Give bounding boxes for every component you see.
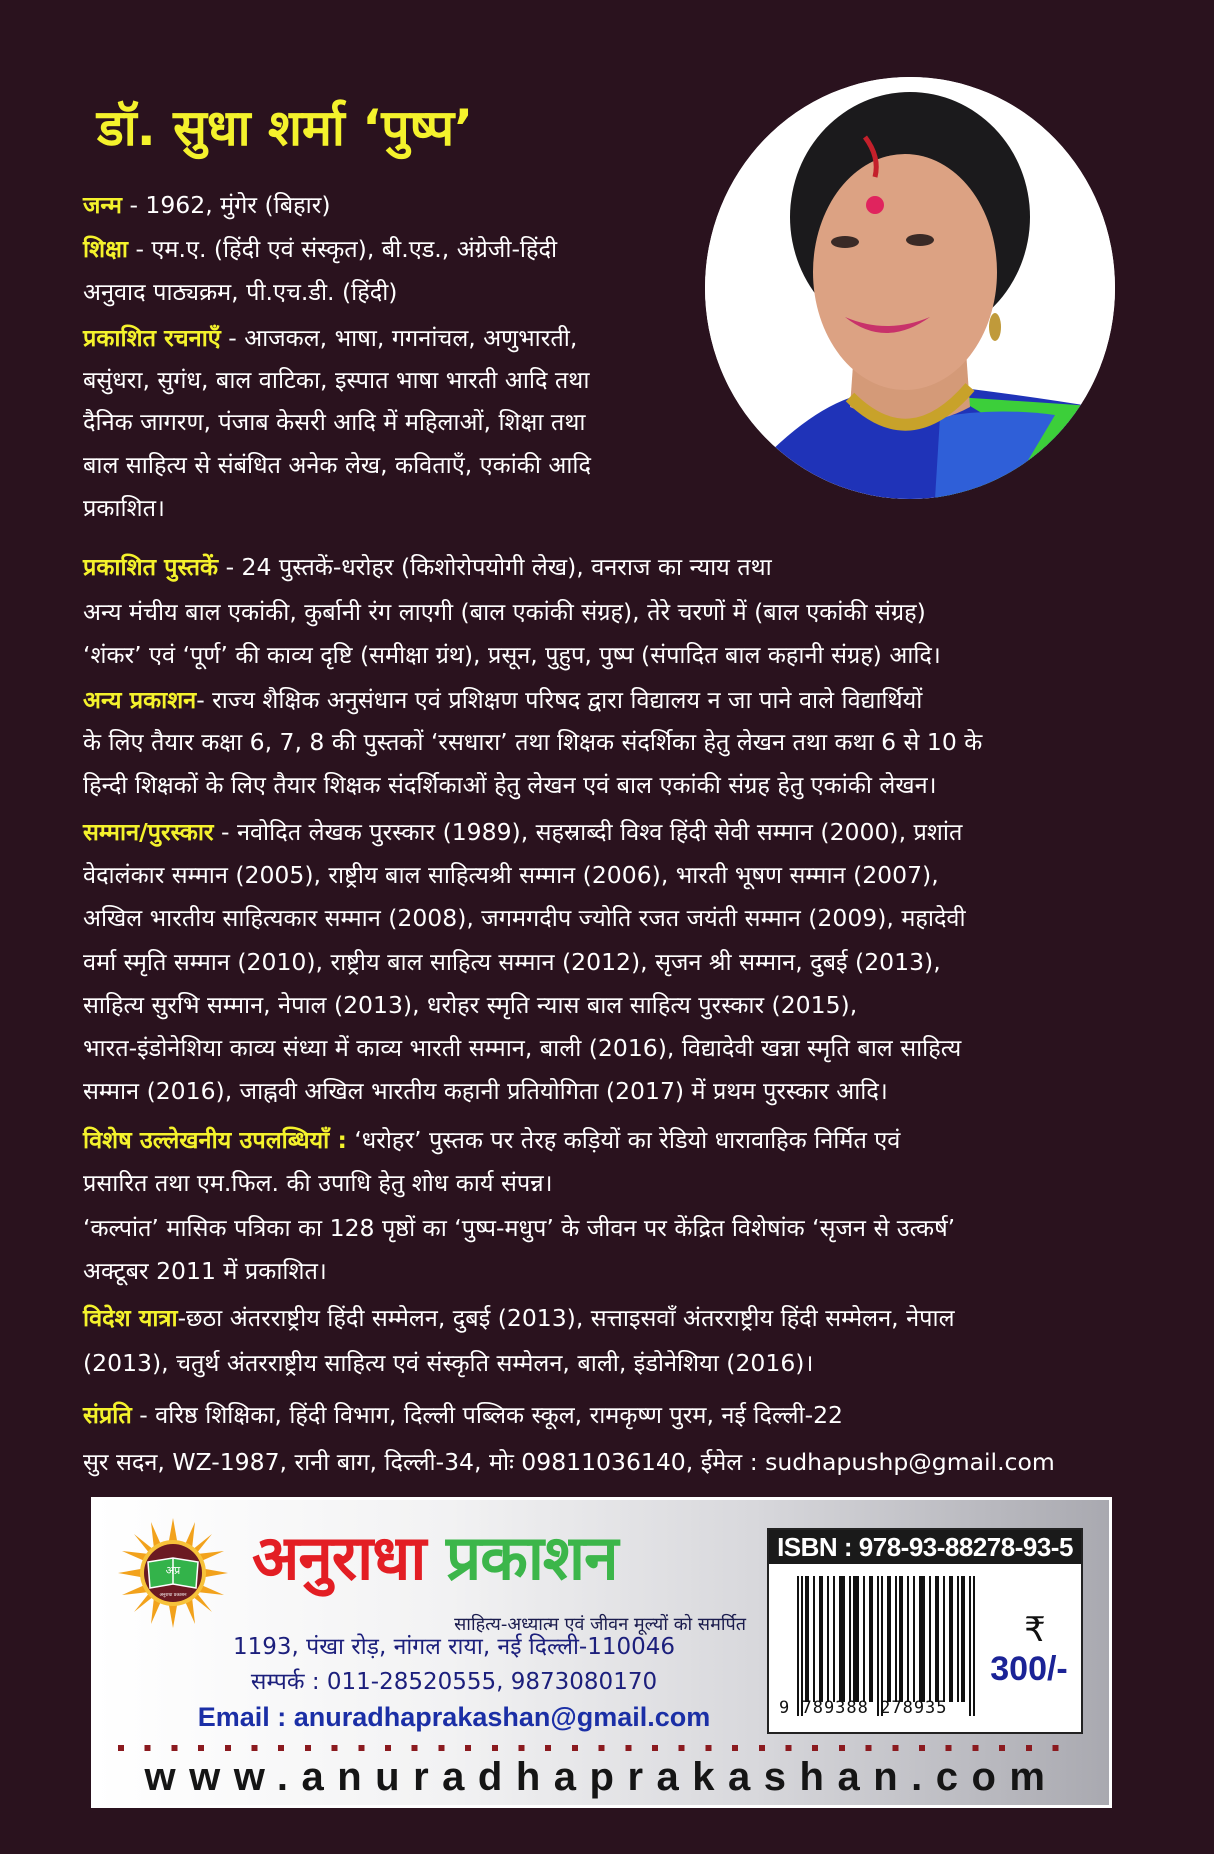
barcode-icon — [791, 1576, 981, 1716]
bio-line — [83, 1070, 888, 1112]
author-name-title: डॉ. सुधा शर्मा ‘पुष्प’ — [97, 99, 474, 157]
bio-text: अनुवाद पाठ्यक्रम, पी.एच.डी. (हिंदी) — [83, 278, 398, 306]
bio-line — [83, 984, 857, 1026]
bio-line-other-publications — [83, 679, 922, 721]
publisher-name-part2: प्रकाशन — [445, 1521, 618, 1594]
bio-line — [83, 634, 941, 676]
bio-text: - वरिष्ठ शिक्षिका, हिंदी विभाग, दिल्ली पब्लिक स्कूल, रामकृष्ण पुरम, नई दिल्ली-22 — [131, 1401, 844, 1429]
isbn-box — [767, 1528, 1083, 1734]
publisher-panel — [91, 1497, 1112, 1808]
bio-line — [83, 1250, 327, 1292]
bio-line-education — [83, 228, 557, 270]
bio-label: प्रकाशित पुस्तकें — [83, 553, 219, 581]
bio-line-published-books — [83, 546, 772, 588]
bio-label: सम्मान/पुरस्कार — [83, 818, 214, 846]
bio-text: ‘शंकर’ एवं ‘पूर्ण’ की काव्य दृष्टि (समीक्षा ग्रंथ), प्रसून, पुहुप, पुष्प (संपादित बाल कहानी संग्रह) आदि। — [83, 641, 941, 669]
isbn-label: ISBN : 978-93-88278-93-5 — [769, 1530, 1081, 1564]
bio-label: अन्य प्रकाशन — [83, 686, 197, 714]
bio-line — [83, 487, 165, 529]
bio-text: वेदालंकार सम्मान (2005), राष्ट्रीय बाल साहित्यश्री सम्मान (2006), भारती भूषण सम्मान (2007), — [83, 861, 939, 889]
rupee-icon: ₹ — [1024, 1610, 1046, 1650]
bio-text: - आजकल, भाषा, गगनांचल, अणुभारती, — [220, 324, 578, 352]
bio-text: वर्मा स्मृति सम्मान (2010), राष्ट्रीय बाल साहित्य सम्मान (2012), सृजन श्री सम्मान, दुबई (2013), — [83, 948, 941, 976]
barcode-digits: 9 789388 278935 — [779, 1698, 948, 1718]
bio-label: जन्म — [83, 191, 122, 219]
bio-text: सम्मान (2016), जाह्नवी अखिल भारतीय कहानी प्रतियोगिता (2017) में प्रथम पुरस्कार आदि। — [83, 1077, 888, 1105]
bio-text: हिन्दी शिक्षकों के लिए तैयार शिक्षक संदर्शिकाओं हेतु लेखन एवं बाल एकांकी संग्रह हेतु एकांकी लेखन। — [83, 771, 937, 799]
bio-text: सुर सदन, WZ-1987, रानी बाग, दिल्ली-34, मोः 09811036140, ईमेल : sudhapushp@gmail.com — [83, 1448, 1055, 1476]
publisher-email-link[interactable]: Email : anuradhaprakashan@gmail.com — [197, 1702, 711, 1732]
bio-line — [83, 1342, 813, 1384]
bio-text: बाल साहित्य से संबंधित अनेक लेख, कविताएँ, एकांकी आदि — [83, 451, 591, 479]
bio-text: ‘कल्पांत’ मासिक पत्रिका का 128 पृष्ठों का ‘पुष्प-मधुप’ के जीवन पर केंद्रित विशेषांक ‘सृजन से उत्कर्ष’ — [83, 1214, 956, 1242]
bio-line — [83, 444, 591, 486]
dotted-divider — [118, 1745, 1079, 1751]
bio-text: दैनिक जागरण, पंजाब केसरी आदि में महिलाओं, शिक्षा तथा — [83, 408, 586, 436]
bio-text: प्रकाशित। — [83, 494, 165, 522]
publisher-logo-sun-icon — [118, 1518, 228, 1628]
bio-text: साहित्य सुरभि सम्मान, नेपाल (2013), धरोहर स्मृति न्यास बाल साहित्य पुरस्कार (2015), — [83, 991, 858, 1019]
bio-text: अखिल भारतीय साहित्यकार सम्मान (2008), जगमगदीप ज्योति रजत जयंती सम्मान (2009), महादेवी — [83, 904, 966, 932]
publisher-address: 1193, पंखा रोड़, नांगल राया, नई दिल्ली-110046 — [232, 1634, 675, 1660]
bio-text: - 1962, मुंगेर (बिहार) — [121, 191, 331, 219]
bio-text: के लिए तैयार कक्षा 6, 7, 8 की पुस्तकों ‘रसधारा’ तथा शिक्षक संदर्शिका हेतु लेखन तथा कथा 6 से 10 के — [83, 728, 983, 756]
bio-line — [83, 897, 966, 939]
publisher-name — [252, 1518, 618, 1598]
bio-line-contact — [83, 1441, 1055, 1483]
bio-line — [83, 854, 939, 896]
bio-line-foreign-travel — [83, 1297, 955, 1339]
bio-text: अन्य मंचीय बाल एकांकी, कुर्बानी रंग लाएगी (बाल एकांकी संग्रह), तेरे चरणों में (बाल एकांकी संग्रह) — [83, 598, 926, 626]
bio-text: प्रसारित तथा एम.फिल. की उपाधि हेतु शोध कार्य संपन्न। — [83, 1169, 553, 1197]
bio-label: विदेश यात्रा — [83, 1304, 178, 1332]
bio-text: (2013), चतुर्थ अंतरराष्ट्रीय साहित्य एवं संस्कृति सम्मेलन, बाली, इंडोनेशिया (2016)। — [83, 1349, 814, 1377]
logo-caption: अनुराधा प्रकाशन — [159, 1593, 187, 1598]
bio-line — [83, 359, 589, 401]
bio-line-awards — [83, 811, 962, 853]
bio-text: बसुंधरा, सुगंध, बाल वाटिका, इस्पात भाषा भारती आदि तथा — [83, 366, 590, 394]
bio-text: - राज्य शैक्षिक अनुसंधान एवं प्रशिक्षण परिषद द्वारा विद्यालय न जा पाने वाले विद्यार्थियों — [196, 686, 923, 714]
bio-line-achievements — [83, 1119, 900, 1161]
bio-text: -छठा अंतरराष्ट्रीय हिंदी सम्मेलन, दुबई (2013), सत्ताइसवाँ अंतरराष्ट्रीय हिंदी सम्मेलन, नेपाल — [177, 1304, 955, 1332]
bio-line — [83, 764, 937, 806]
bio-line — [83, 941, 941, 983]
bio-line — [83, 401, 585, 443]
logo-monogram: अप्र — [165, 1564, 181, 1577]
bio-text: - नवोदित लेखक पुरस्कार (1989), सहस्राब्दी विश्व हिंदी सेवी सम्मान (2000), प्रशांत — [213, 818, 963, 846]
publisher-website-link[interactable]: www.anuradhaprakashan.com — [144, 1755, 1059, 1799]
bio-line-current-position — [83, 1394, 843, 1436]
bio-line-published-works — [83, 317, 577, 359]
publisher-contact: सम्पर्क : 011-28520555, 9873080170 — [250, 1669, 658, 1695]
bio-label: प्रकाशित रचनाएँ — [83, 324, 221, 352]
bio-text: ‘धरोहर’ पुस्तक पर तेरह कड़ियों का रेडियो धारावाहिक निर्मित एवं — [346, 1126, 901, 1154]
bio-text: - एम.ए. (हिंदी एवं संस्कृत), बी.एड., अंग्रेजी-हिंदी — [128, 235, 558, 263]
bio-text: अक्टूबर 2011 में प्रकाशित। — [83, 1257, 327, 1285]
bio-line — [83, 1027, 961, 1069]
bio-line — [83, 591, 926, 633]
bio-line — [83, 1207, 955, 1249]
bio-label: विशेष उल्लेखनीय उपलब्धियाँ : — [83, 1126, 347, 1154]
bio-line — [83, 271, 397, 313]
author-portrait — [705, 77, 1115, 499]
portrait-image-icon — [705, 77, 1115, 499]
publisher-name-part1: अनुराधा — [252, 1521, 426, 1594]
bio-line — [83, 721, 982, 763]
price: 300/- — [990, 1650, 1068, 1688]
bio-label: शिक्षा — [83, 235, 129, 263]
publisher-tagline: साहित्य-अध्यात्म एवं जीवन मूल्यों को समर्पित — [454, 1614, 746, 1635]
bio-text: - 24 पुस्तकें-धरोहर (किशोरोपयोगी लेख), वनराज का न्याय तथा — [218, 553, 772, 581]
bio-line — [83, 1162, 553, 1204]
bio-text: भारत-इंडोनेशिया काव्य संध्या में काव्य भारती सम्मान, बाली (2016), विद्यादेवी खन्ना स्मृति बाल साहित्य — [83, 1034, 962, 1062]
bio-line-birth — [83, 184, 331, 226]
bio-label: संप्रति — [83, 1401, 132, 1429]
